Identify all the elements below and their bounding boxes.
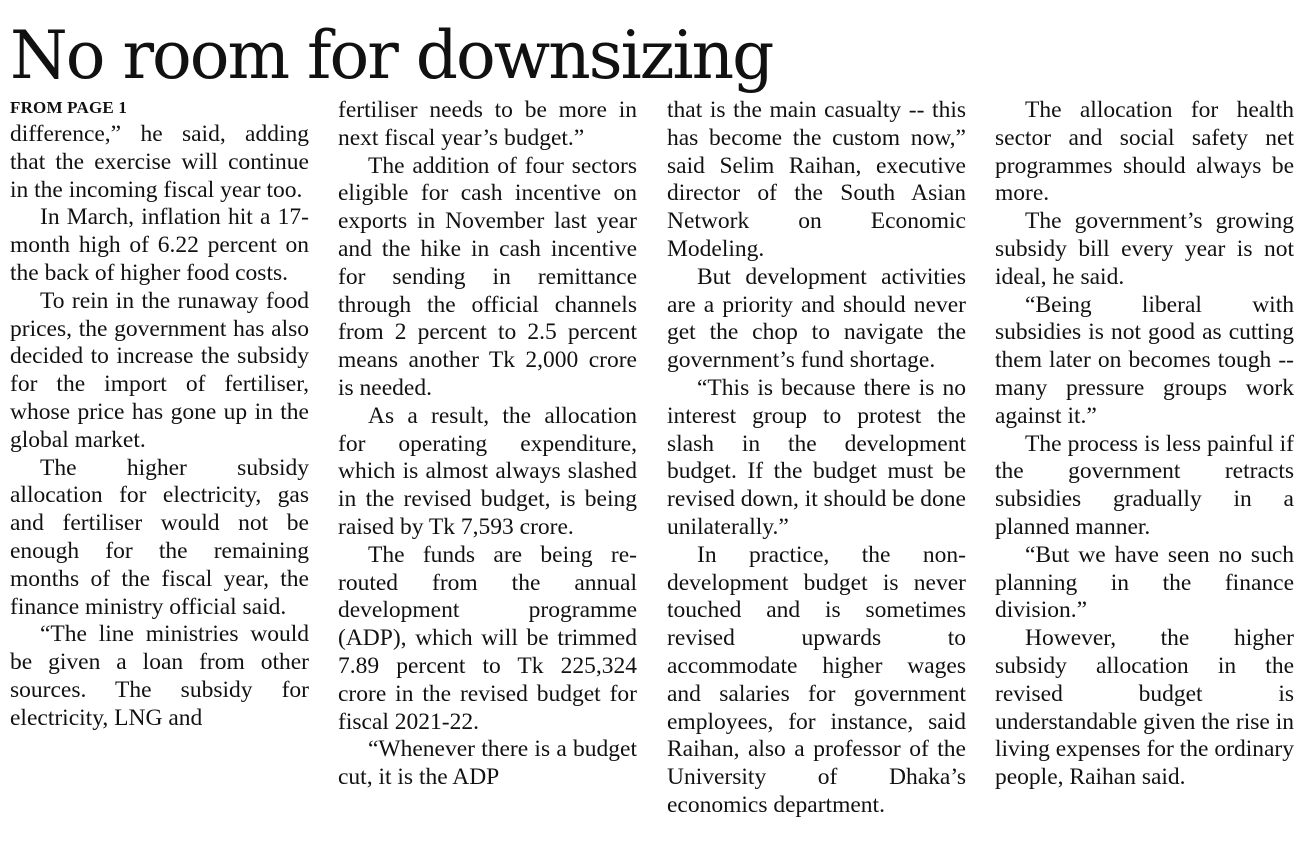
paragraph: The government’s growing subsidy bill every year is not ideal, he said. [995, 208, 1294, 290]
paragraph: To rein in the runaway food prices, the government has also decided to increase the subsidy for the import of fertiliser, whose price has gone up in the global market. [10, 287, 309, 453]
paragraph: “Being liberal with subsidies is not good as cutting them later on becomes tough -- many pressure groups work against it.” [995, 291, 1294, 429]
article-column-2 [338, 97, 637, 792]
paragraph: difference,” he said, adding that the exercise will continue in the incoming fiscal year too. [10, 121, 309, 203]
paragraph: However, the higher subsidy allocation in the revised budget is understandable given the rise in living expenses for the ordinary people, Raihan said. [995, 625, 1294, 791]
paragraph: “But we have seen no such planning in the finance division.” [995, 541, 1294, 624]
paragraph: The allocation for health sector and social safety net programmes should always be more. [995, 97, 1294, 207]
headline: No room for downsizing [10, 17, 773, 94]
paragraph: The addition of four sectors eligible for cash incentive on exports in November last year and the hike in cash incentive for sending in remittance through the official channels from 2 percent to 2.5 percent means another Tk 2,000 crore is needed. [338, 152, 637, 401]
paragraph: fertiliser needs to be more in next fiscal year’s budget.” [338, 97, 637, 151]
paragraph: But development activities are a priority and should never get the chop to navigate the government’s fund shortage. [667, 263, 966, 374]
paragraph: In practice, the non-development budget is never touched and is sometimes revised upwards to accommodate higher wages and salaries for government employees, for instance, said Raihan, also a professor of the University of Dhaka’s economics department. [667, 541, 966, 818]
article-column-1 [10, 95, 309, 733]
paragraph: As a result, the allocation for operating expenditure, which is almost always slashed in the revised budget, is being raised by Tk 7,593 crore. [338, 402, 637, 540]
paragraph: The higher subsidy allocation for electricity, gas and fertiliser would not be enough for the remaining months of the fiscal year, the finance ministry official said. [10, 454, 309, 620]
paragraph: In March, inflation hit a 17-month high of 6.22 percent on the back of higher food costs. [10, 204, 309, 286]
paragraph: “The line ministries would be given a loan from other sources. The subsidy for electricity, LNG and [10, 621, 309, 731]
jump-label: FROM PAGE 1 [10, 98, 128, 117]
paragraph: The funds are being re-routed from the annual development programme (ADP), which will be trimmed 7.89 percent to Tk 225,324 crore in the revised budget for fiscal 2021-22. [338, 541, 637, 735]
paragraph: The process is less painful if the government retracts subsidies gradually in a planned manner. [995, 430, 1294, 540]
article-column-4 [995, 97, 1294, 792]
paragraph: “Whenever there is a budget cut, it is the ADP [338, 736, 637, 791]
article-column-3 [667, 97, 966, 820]
paragraph: that is the main casualty -- this has become the custom now,” said Selim Raihan, executive director of the South Asian Network on Economic Modeling. [667, 97, 966, 262]
paragraph: “This is because there is no interest group to protest the slash in the development budget. If the budget must be revised down, it should be done unilaterally.” [667, 374, 966, 540]
